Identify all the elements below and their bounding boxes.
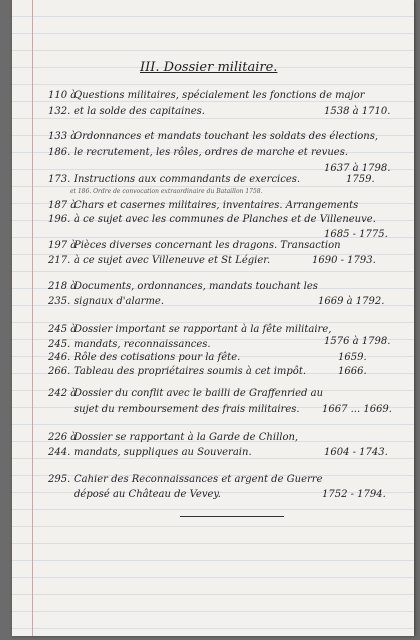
entry-text: signaux d'alarme. bbox=[74, 296, 165, 307]
entry-number: 245. bbox=[48, 339, 71, 350]
entry-date: 1576 à 1798. bbox=[324, 336, 391, 347]
entry-number: 133 à bbox=[48, 131, 77, 142]
entry-text: Documents, ordonnances, mandats touchant les bbox=[74, 281, 318, 292]
entry-number: 173. bbox=[48, 174, 71, 185]
entry-text: et la solde des capitaines. bbox=[74, 106, 205, 117]
entry-number: 246. bbox=[48, 352, 71, 363]
entry-text: le recrutement, les rôles, ordres de marche et revues. bbox=[74, 147, 349, 158]
entry-date: 1759. bbox=[346, 174, 375, 185]
entry-number: 226 à bbox=[48, 432, 77, 443]
document-page bbox=[12, 0, 414, 636]
entry-number: 242 à bbox=[48, 388, 77, 399]
entry-text: Pièces diverses concernant les dragons. Transaction bbox=[74, 240, 341, 251]
entry-text: Questions militaires, spécialement les fonctions de major bbox=[74, 90, 365, 101]
entry-date: 1685 - 1775. bbox=[324, 229, 388, 240]
entry-text: Instructions aux commandants de exercices. bbox=[74, 174, 301, 185]
entry-number: 266. bbox=[48, 366, 71, 377]
entry-number: 186. bbox=[48, 147, 71, 158]
entry-date: 1666. bbox=[338, 366, 367, 377]
entry-number: 244. bbox=[48, 447, 71, 458]
entry-text: mandats, suppliques au Souverain. bbox=[74, 447, 252, 458]
entry-number: 218 à bbox=[48, 281, 77, 292]
entry-text: mandats, reconnaissances. bbox=[74, 339, 211, 350]
entry-text: Dossier du conflit avec le bailli de Graffenried au bbox=[74, 388, 324, 399]
entry-date: 1667 ... 1669. bbox=[322, 404, 392, 415]
entry-number: 197 à bbox=[48, 240, 77, 251]
entry-text: Chars et casernes militaires, inventaires. Arrangements bbox=[74, 200, 359, 211]
entry-note: et 186. Ordre de convocation extraordinaire du Bataillon 1758. bbox=[70, 188, 263, 195]
entry-text: Cahier des Reconnaissances et argent de Guerre bbox=[74, 474, 323, 485]
entry-text: Rôle des cotisations pour la fête. bbox=[74, 352, 241, 363]
page-title: III. Dossier militaire. bbox=[140, 60, 278, 75]
entry-date: 1669 à 1792. bbox=[318, 296, 385, 307]
entry-text: Tableau des propriétaires soumis à cet impôt. bbox=[74, 366, 307, 377]
entry-number: 196. bbox=[48, 214, 71, 225]
entry-date: 1752 - 1794. bbox=[322, 489, 386, 500]
entry-text: sujet du remboursement des frais militaires. bbox=[74, 404, 300, 415]
entry-number: 235. bbox=[48, 296, 71, 307]
entry-date: 1637 à 1798. bbox=[324, 163, 391, 174]
entry-date: 1690 - 1793. bbox=[312, 255, 376, 266]
entry-date: 1538 à 1710. bbox=[324, 106, 391, 117]
entry-number: 132. bbox=[48, 106, 71, 117]
entry-text: Dossier important se rapportant à la fête militaire, bbox=[74, 324, 332, 335]
entry-number: 110 à bbox=[48, 90, 77, 101]
entry-text: Dossier se rapportant à la Garde de Chillon, bbox=[74, 432, 299, 443]
entry-text: Ordonnances et mandats touchant les soldats des élections, bbox=[74, 131, 379, 142]
entry-text: déposé au Château de Vevey. bbox=[74, 489, 221, 500]
margin-line bbox=[32, 0, 33, 636]
entry-date: 1659. bbox=[338, 352, 367, 363]
entry-number: 295. bbox=[48, 474, 71, 485]
entry-number: 245 à bbox=[48, 324, 77, 335]
closing-rule bbox=[180, 516, 284, 517]
entry-text: à ce sujet avec les communes de Planches et de Villeneuve. bbox=[74, 214, 376, 225]
entry-date: 1604 - 1743. bbox=[324, 447, 388, 458]
entry-text: à ce sujet avec Villeneuve et St Légier. bbox=[74, 255, 271, 266]
entry-number: 187 à bbox=[48, 200, 77, 211]
entry-number: 217. bbox=[48, 255, 71, 266]
